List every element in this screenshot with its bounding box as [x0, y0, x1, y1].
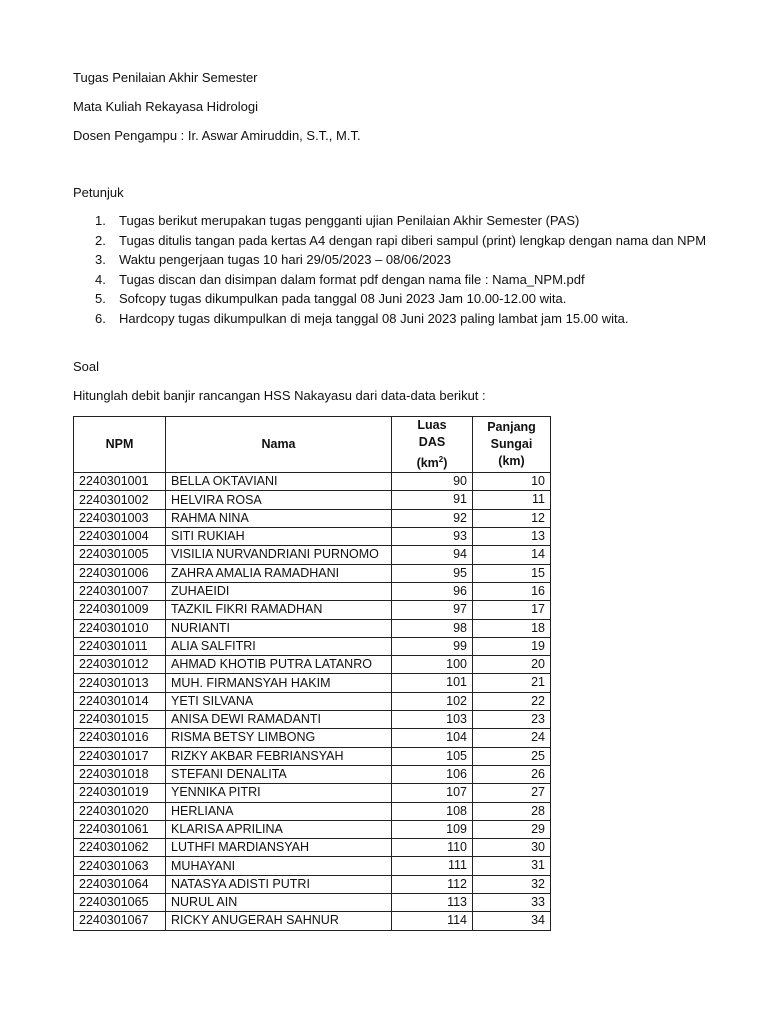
table-row	[74, 802, 551, 820]
npm-cell: 2240301012	[74, 656, 166, 674]
npm-cell: 2240301020	[74, 802, 166, 820]
luas-das-cell: 107	[392, 784, 473, 802]
panjang-sungai-cell: 25	[473, 747, 551, 765]
panjang-sungai-cell: 24	[473, 729, 551, 747]
table-row	[74, 839, 551, 857]
instruction-number: 1.	[95, 213, 106, 228]
table-header-row	[74, 417, 551, 473]
instructions-heading: Petunjuk	[73, 185, 124, 200]
npm-cell: 2240301013	[74, 674, 166, 692]
nama-cell: MUHAYANI	[166, 857, 392, 875]
header-luas-line2: DAS	[418, 435, 446, 449]
table-row	[74, 509, 551, 527]
npm-cell: 2240301001	[74, 473, 166, 491]
table-row	[74, 546, 551, 564]
nama-cell: HERLIANA	[166, 802, 392, 820]
luas-das-cell: 96	[392, 582, 473, 600]
npm-cell: 2240301016	[74, 729, 166, 747]
luas-das-cell: 103	[392, 711, 473, 729]
luas-das-cell: 91	[392, 491, 473, 509]
instruction-text: Tugas ditulis tangan pada kertas A4 dengan rapi diberi sampul (print) lengkap dengan nama dan NPM	[119, 232, 707, 248]
instruction-item	[73, 212, 713, 230]
table-row	[74, 692, 551, 710]
panjang-sungai-cell: 26	[473, 765, 551, 783]
header-luas-unit-sup: 2	[438, 455, 444, 464]
table-row	[74, 784, 551, 802]
npm-cell: 2240301063	[74, 857, 166, 875]
luas-das-cell: 97	[392, 601, 473, 619]
npm-cell: 2240301017	[74, 747, 166, 765]
luas-das-cell: 104	[392, 729, 473, 747]
panjang-sungai-cell: 18	[473, 619, 551, 637]
header-panjang-sungai	[473, 417, 551, 473]
panjang-sungai-cell: 16	[473, 582, 551, 600]
table-row	[74, 820, 551, 838]
header-luas-unit-close: )	[443, 456, 448, 471]
table-row	[74, 857, 551, 875]
nama-cell: YENNIKA PITRI	[166, 784, 392, 802]
table-row	[74, 656, 551, 674]
nama-cell: RAHMA NINA	[166, 509, 392, 527]
instruction-text: Tugas discan dan disimpan dalam format pdf dengan nama file : Nama_NPM.pdf	[119, 271, 585, 287]
nama-cell: AHMAD KHOTIB PUTRA LATANRO	[166, 656, 392, 674]
header-npm: NPM	[74, 417, 166, 473]
panjang-sungai-cell: 34	[473, 912, 551, 930]
table-row	[74, 674, 551, 692]
panjang-sungai-cell: 33	[473, 893, 551, 911]
instructions-list	[73, 212, 713, 329]
luas-das-cell: 100	[392, 656, 473, 674]
instruction-number: 3.	[95, 252, 106, 267]
instruction-item	[73, 310, 713, 328]
npm-cell: 2240301006	[74, 564, 166, 582]
nama-cell: STEFANI DENALITA	[166, 765, 392, 783]
luas-das-cell: 95	[392, 564, 473, 582]
luas-das-cell: 99	[392, 637, 473, 655]
panjang-sungai-cell: 11	[473, 491, 551, 509]
panjang-sungai-cell: 21	[473, 674, 551, 692]
header-luas-das	[392, 417, 473, 473]
luas-das-cell: 102	[392, 692, 473, 710]
table-row	[74, 729, 551, 747]
instruction-item	[73, 232, 713, 250]
lecturer-line: Dosen Pengampu : Ir. Aswar Amiruddin, S.T., M.T.	[73, 128, 361, 143]
nama-cell: KLARISA APRILINA	[166, 820, 392, 838]
luas-das-cell: 93	[392, 528, 473, 546]
npm-cell: 2240301067	[74, 912, 166, 930]
document-title: Tugas Penilaian Akhir Semester	[73, 70, 258, 85]
header-luas-line1: Luas	[417, 418, 447, 432]
table-row	[74, 893, 551, 911]
instruction-number: 6.	[95, 310, 106, 326]
instruction-item	[73, 271, 713, 289]
luas-das-cell: 108	[392, 802, 473, 820]
nama-cell: RISMA BETSY LIMBONG	[166, 729, 392, 747]
panjang-sungai-cell: 10	[473, 473, 551, 491]
instruction-item	[73, 251, 713, 269]
header-panjang-line2: Sungai	[490, 437, 533, 452]
instruction-text: Hardcopy tugas dikumpulkan di meja tanggal 08 Juni 2023 paling lambat jam 15.00 wita.	[119, 310, 629, 326]
panjang-sungai-cell: 27	[473, 784, 551, 802]
header-luas-unit: (km	[416, 456, 439, 471]
npm-cell: 2240301064	[74, 875, 166, 893]
nama-cell: NURIANTI	[166, 619, 392, 637]
student-data-table	[73, 416, 551, 931]
nama-cell: MUH. FIRMANSYAH HAKIM	[166, 674, 392, 692]
luas-das-cell: 90	[392, 473, 473, 491]
luas-das-cell: 92	[392, 509, 473, 527]
npm-cell: 2240301004	[74, 528, 166, 546]
npm-cell: 2240301011	[74, 637, 166, 655]
instruction-number: 4.	[95, 271, 106, 287]
table-row	[74, 564, 551, 582]
luas-das-cell: 94	[392, 546, 473, 564]
npm-cell: 2240301018	[74, 765, 166, 783]
nama-cell: RICKY ANUGERAH SAHNUR	[166, 912, 392, 930]
table-row	[74, 601, 551, 619]
luas-das-cell: 101	[392, 674, 473, 692]
nama-cell: BELLA OKTAVIANI	[166, 473, 392, 491]
instruction-number: 2.	[95, 232, 106, 248]
panjang-sungai-cell: 19	[473, 637, 551, 655]
panjang-sungai-cell: 17	[473, 601, 551, 619]
header-panjang-line1: Panjang	[487, 420, 536, 435]
question-heading: Soal	[73, 359, 100, 374]
nama-cell: ALIA SALFITRI	[166, 637, 392, 655]
instruction-item	[73, 290, 713, 308]
table-row	[74, 473, 551, 491]
header-nama: Nama	[166, 417, 392, 473]
panjang-sungai-cell: 31	[473, 857, 551, 875]
instruction-text: Waktu pengerjaan tugas 10 hari 29/05/2023 – 08/06/2023	[119, 252, 451, 267]
npm-cell: 2240301003	[74, 509, 166, 527]
npm-cell: 2240301005	[74, 546, 166, 564]
panjang-sungai-cell: 32	[473, 875, 551, 893]
table-row	[74, 747, 551, 765]
luas-das-cell: 109	[392, 820, 473, 838]
npm-cell: 2240301002	[74, 491, 166, 509]
panjang-sungai-cell: 20	[473, 656, 551, 674]
nama-cell: ZUHAEIDI	[166, 582, 392, 600]
instruction-text: Sofcopy tugas dikumpulkan pada tanggal 08 Juni 2023 Jam 10.00-12.00 wita.	[119, 291, 567, 306]
header-panjang-unit: (km)	[498, 454, 525, 469]
nama-cell: NURUL AIN	[166, 893, 392, 911]
nama-cell: LUTHFI MARDIANSYAH	[166, 839, 392, 857]
npm-cell: 2240301014	[74, 692, 166, 710]
luas-das-cell: 98	[392, 619, 473, 637]
panjang-sungai-cell: 14	[473, 546, 551, 564]
npm-cell: 2240301007	[74, 582, 166, 600]
luas-das-cell: 110	[392, 839, 473, 857]
question-text: Hitunglah debit banjir rancangan HSS Nakayasu dari data-data berikut :	[73, 388, 486, 403]
table-row	[74, 528, 551, 546]
luas-das-cell: 106	[392, 765, 473, 783]
luas-das-cell: 114	[392, 912, 473, 930]
nama-cell: RIZKY AKBAR FEBRIANSYAH	[166, 747, 392, 765]
npm-cell: 2240301065	[74, 893, 166, 911]
panjang-sungai-cell: 15	[473, 564, 551, 582]
npm-cell: 2240301009	[74, 601, 166, 619]
npm-cell: 2240301061	[74, 820, 166, 838]
instruction-number: 5.	[95, 291, 106, 306]
luas-das-cell: 111	[392, 857, 473, 875]
nama-cell: HELVIRA ROSA	[166, 491, 392, 509]
npm-cell: 2240301015	[74, 711, 166, 729]
luas-das-cell: 112	[392, 875, 473, 893]
nama-cell: ANISA DEWI RAMADANTI	[166, 711, 392, 729]
table-row	[74, 711, 551, 729]
luas-das-cell: 105	[392, 747, 473, 765]
panjang-sungai-cell: 30	[473, 839, 551, 857]
table-row	[74, 491, 551, 509]
panjang-sungai-cell: 13	[473, 528, 551, 546]
npm-cell: 2240301010	[74, 619, 166, 637]
table-row	[74, 875, 551, 893]
table-row	[74, 582, 551, 600]
table-row	[74, 619, 551, 637]
panjang-sungai-cell: 23	[473, 711, 551, 729]
table-row	[74, 637, 551, 655]
nama-cell: TAZKIL FIKRI RAMADHAN	[166, 601, 392, 619]
panjang-sungai-cell: 29	[473, 820, 551, 838]
instruction-text: Tugas berikut merupakan tugas pengganti ujian Penilaian Akhir Semester (PAS)	[119, 213, 580, 228]
npm-cell: 2240301019	[74, 784, 166, 802]
table-body	[74, 473, 551, 930]
course-name: Mata Kuliah Rekayasa Hidrologi	[73, 99, 258, 114]
luas-das-cell: 113	[392, 893, 473, 911]
table-row	[74, 765, 551, 783]
nama-cell: SITI RUKIAH	[166, 528, 392, 546]
nama-cell: YETI SILVANA	[166, 692, 392, 710]
panjang-sungai-cell: 22	[473, 692, 551, 710]
npm-cell: 2240301062	[74, 839, 166, 857]
nama-cell: NATASYA ADISTI PUTRI	[166, 875, 392, 893]
panjang-sungai-cell: 28	[473, 802, 551, 820]
nama-cell: VISILIA NURVANDRIANI PURNOMO	[166, 546, 392, 564]
nama-cell: ZAHRA AMALIA RAMADHANI	[166, 564, 392, 582]
table-row	[74, 912, 551, 930]
panjang-sungai-cell: 12	[473, 509, 551, 527]
